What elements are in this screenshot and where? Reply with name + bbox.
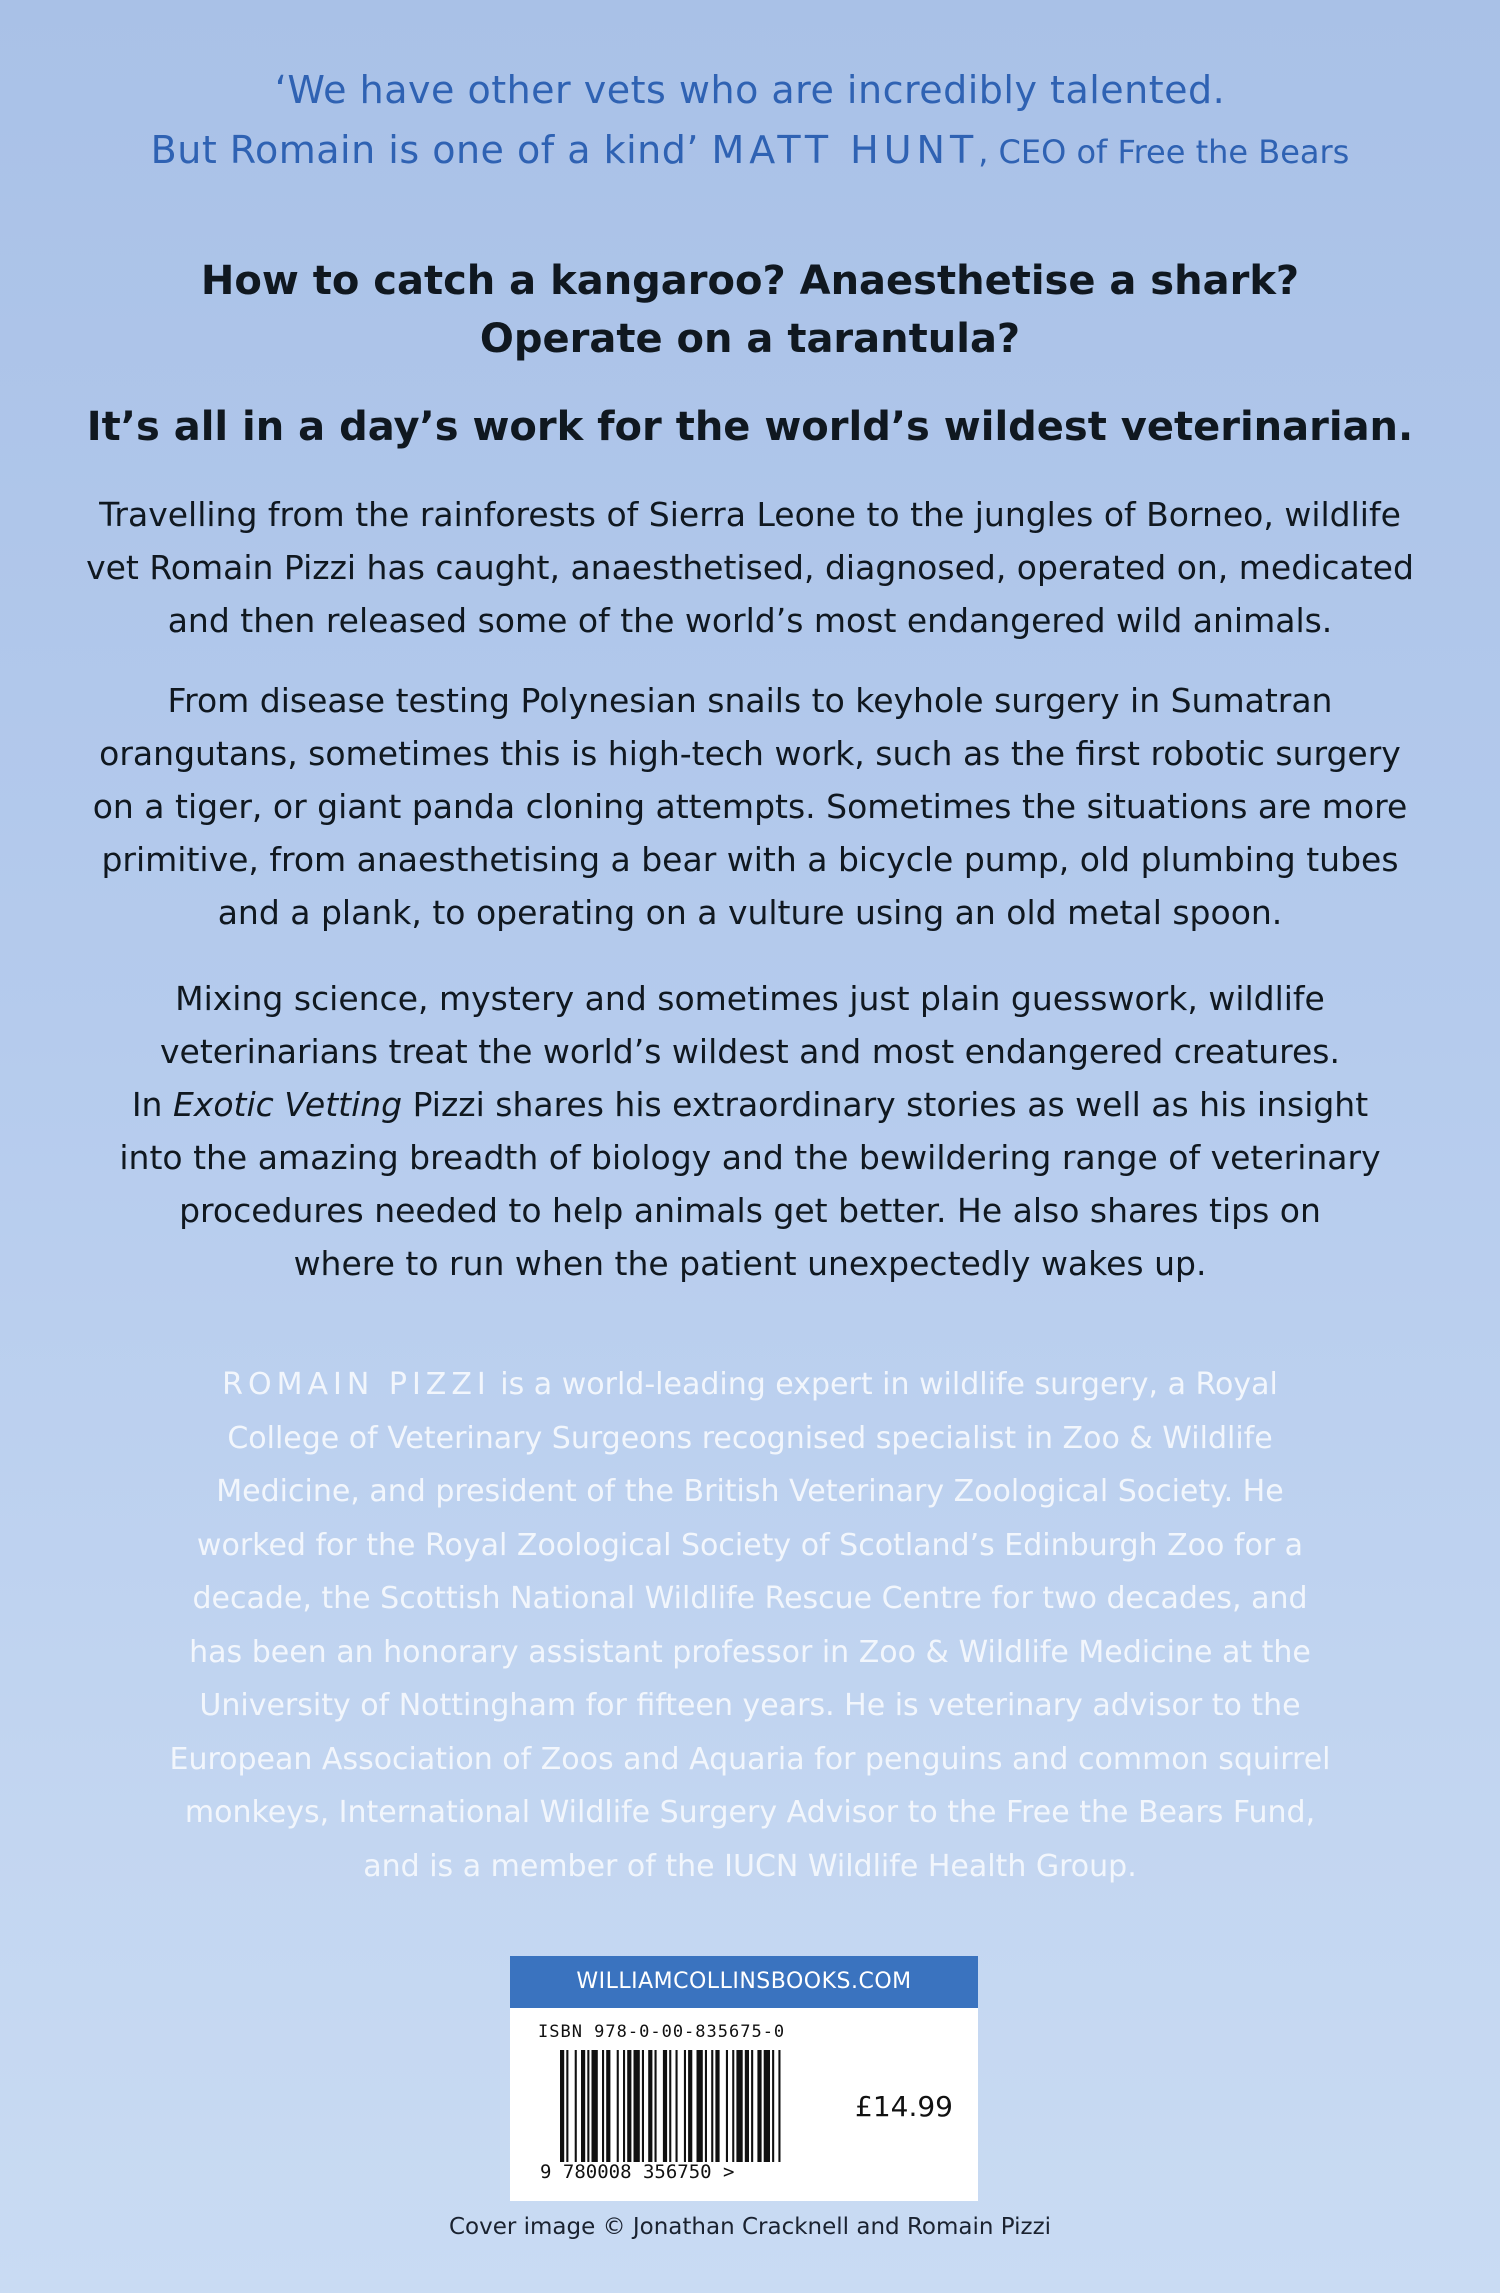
barcode-bar [606, 2050, 610, 2162]
barcode-bar [676, 2050, 678, 2162]
author-bio [60, 1358, 1440, 1893]
barcode-bar [663, 2050, 667, 2162]
headline-question-1: How to catch a kangaroo? Anaesthetise a shark? [200, 258, 1300, 304]
text-fragment: In [131, 1085, 173, 1124]
bio-line: monkeys, International Wildlife Surgery Advisor to the Free the Bears Fund, [184, 1795, 1316, 1830]
headline-question-2: Operate on a tarantula? [479, 316, 1021, 362]
barcode-bar [764, 2050, 770, 2162]
bio-line: and is a member of the IUCN Wildlife Health Group. [363, 1848, 1137, 1884]
paragraph-work [50, 674, 1450, 939]
barcode-bar [736, 2050, 742, 2162]
publisher-website: WILLIAMCOLLINSBOOKS.COM [510, 1956, 978, 2008]
bio-line: College of Veterinary Surgeons recognised specialist in Zoo & Wildlife [227, 1420, 1273, 1456]
barcode-bar [648, 2050, 652, 2162]
bio-line: decade, the Scottish National Wildlife Rescue Centre for two decades, and [192, 1581, 1308, 1616]
quote-line-2 [0, 120, 1500, 182]
text-line: where to run when the patient unexpectedly wakes up. [293, 1244, 1207, 1283]
text-line: into the amazing breadth of biology and the bewildering range of veterinary [119, 1138, 1381, 1177]
text-fragment: Pizzi shares his extraordinary stories as well as his insight [402, 1085, 1369, 1124]
isbn-number: ISBN 978-0-00-835675-0 [538, 2022, 786, 2042]
bio-line: European Association of Zoos and Aquaria for penguins and common squirrel [169, 1741, 1331, 1777]
barcode-panel [510, 1956, 978, 2201]
paragraph-intro [50, 488, 1450, 647]
barcode-graphic [560, 2050, 840, 2172]
barcode-bar [745, 2050, 749, 2162]
text-line: and then released some of the world’s most endangered wild animals. [167, 601, 1333, 640]
quote-author: MATT HUNT [711, 128, 979, 172]
barcode-bar [711, 2050, 713, 2162]
book-title: Exotic Vetting [172, 1085, 403, 1124]
barcode-bar [697, 2050, 703, 2162]
quote-line-1: ‘We have other vets who are incredibly talented. [274, 68, 1226, 112]
barcode-bar [751, 2050, 753, 2162]
barcode-bar [669, 2050, 671, 2162]
barcode-bar [715, 2050, 719, 2162]
barcode-bar [587, 2050, 589, 2162]
cover-credit: Cover image © Jonathan Cracknell and Romain Pizzi [448, 2214, 1052, 2240]
barcode-bar [627, 2050, 631, 2162]
bio-author-name: ROMAIN PIZZI [222, 1367, 491, 1402]
bio-line: worked for the Royal Zoological Society of Scotland’s Edinburgh Zoo for a [196, 1527, 1304, 1563]
bio-line: Medicine, and president of the British Veterinary Zoological Society. He [216, 1474, 1284, 1509]
barcode-bar [772, 2050, 774, 2162]
text-line: primitive, from anaesthetising a bear with a bicycle pump, old plumbing tubes [101, 840, 1399, 879]
headline-questions [0, 252, 1500, 368]
text-line: vet Romain Pizzi has caught, anaesthetised, diagnosed, operated on, medicated [86, 548, 1414, 587]
price-label: £14.99 [855, 2090, 953, 2123]
barcode-bar [623, 2050, 625, 2162]
bio-line: has been an honorary assistant professor in Zoo & Wildlife Medicine at the [189, 1634, 1311, 1670]
barcode-bar [581, 2050, 585, 2162]
barcode-bar [617, 2050, 619, 2162]
text-line: on a tiger, or giant panda cloning attempts. Sometimes the situations are more [92, 787, 1408, 826]
barcode-bar [602, 2050, 604, 2162]
barcode-digits: 9 780008 356750 > [540, 2161, 735, 2183]
bio-line: University of Nottingham for fifteen years. He is veterinary advisor to the [199, 1688, 1301, 1723]
quote-text: But Romain is one of a kind’ [150, 128, 712, 172]
barcode-bar [575, 2050, 577, 2162]
text-line: From disease testing Polynesian snails to keyhole surgery in Sumatran [167, 681, 1333, 720]
text-line: orangutans, sometimes this is high-tech work, such as the first robotic surgery [99, 734, 1401, 773]
barcode-bar [757, 2050, 761, 2162]
paragraph-book [50, 972, 1450, 1290]
text-line: veterinarians treat the world’s wildest and most endangered creatures. [160, 1032, 1340, 1071]
barcode-bar [642, 2050, 644, 2162]
endorsement-quote [0, 60, 1500, 182]
text-line [50, 1078, 1450, 1131]
barcode-bar [634, 2050, 640, 2162]
barcode-bar [684, 2050, 686, 2162]
text-line: Mixing science, mystery and sometimes just plain guesswork, wildlife [175, 979, 1325, 1018]
text-line: Travelling from the rainforests of Sierra Leone to the jungles of Borneo, wildlife [99, 495, 1401, 534]
barcode-bar [655, 2050, 657, 2162]
barcode-bar [732, 2050, 734, 2162]
barcode-bar [566, 2050, 568, 2162]
bio-text: is a world-leading expert in wildlife surgery, a Royal [490, 1367, 1278, 1402]
barcode-bar [778, 2050, 780, 2162]
barcode-bar [688, 2050, 692, 2162]
barcode-bar [705, 2050, 707, 2162]
barcode-bar [592, 2050, 598, 2162]
text-line: procedures needed to help animals get better. He also shares tips on [179, 1191, 1321, 1230]
barcode-bar [560, 2050, 564, 2162]
quote-author-role: , CEO of Free the Bears [978, 133, 1350, 171]
tagline: It’s all in a day’s work for the world’s wildest veterinarian. [86, 404, 1414, 450]
bio-line [60, 1358, 1440, 1412]
barcode-bar [726, 2050, 728, 2162]
text-line: and a plank, to operating on a vulture using an old metal spoon. [217, 893, 1283, 932]
